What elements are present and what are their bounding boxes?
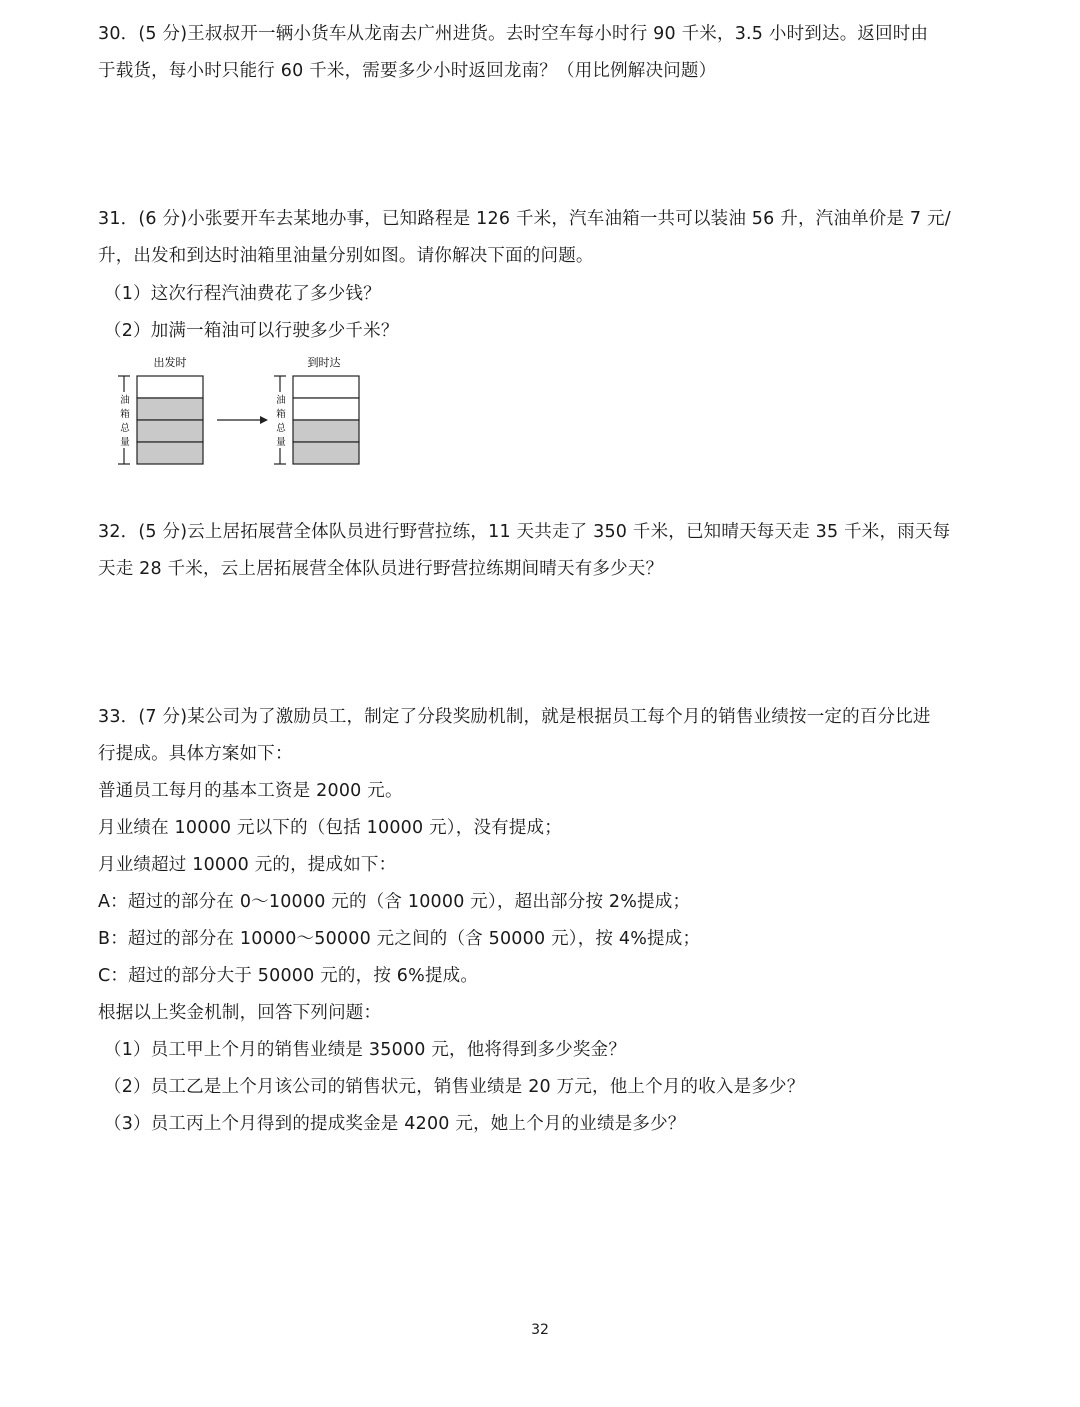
depart-tank-segment-3 [137, 420, 203, 442]
arrive-tank-segment-1 [293, 376, 359, 398]
q33-rule-b: B：超过的部分在 10000～50000 元之间的（含 50000 元），按 4%提成； [98, 929, 701, 949]
q31-sub-question-1: （1）这次行程汽油费花了多少钱？ [104, 284, 381, 304]
arrive-side-char-2: 箱 [276, 409, 286, 420]
arrive-tank-segment-3 [293, 420, 359, 442]
depart-tank [137, 376, 203, 464]
arrive-tank [293, 376, 359, 464]
q33-sub-question-1: （1）员工甲上个月的销售业绩是 35000 元，他将得到多少奖金？ [104, 1040, 627, 1060]
depart-side-char-3: 总 [120, 423, 130, 434]
q31-line-1: 31．(6 分)小张要开车去某地办事，已知路程是 126 千米，汽车油箱一共可以装油 56 升，汽油单价是 7 元/ [98, 209, 951, 229]
arrive-side-char-3: 总 [276, 423, 286, 434]
arrive-tank-segment-4 [293, 442, 359, 464]
q33-line-2: 行提成。具体方案如下： [98, 744, 293, 764]
depart-tank-segment-1 [137, 376, 203, 398]
label-depart: 出发时 [153, 356, 187, 369]
label-arrive: 到时达 [307, 356, 341, 369]
q33-line-1: 33．(7 分)某公司为了激励员工，制定了分段奖励机制，就是根据员工每个月的销售业绩按一定的百分比进 [98, 707, 931, 727]
arrow-head [260, 416, 268, 424]
q32-line-1: 32．(5 分)云上居拓展营全体队员进行野营拉练，11 天共走了 350 千米，已知晴天每天走 35 千米，雨天每 [98, 522, 951, 542]
q31-sub-question-2: （2）加满一箱油可以行驶多少千米？ [104, 321, 399, 341]
q33-sub-question-3: （3）员工丙上个月得到的提成奖金是 4200 元，她上个月的业绩是多少？ [104, 1114, 686, 1134]
depart-side-char-1: 油 [120, 395, 130, 406]
q33-rule-c: C：超过的部分大于 50000 元的，按 6%提成。 [98, 966, 479, 986]
fuel-tank-figure [110, 352, 370, 472]
q31-line-2: 升，出发和到达时油箱里油量分别如图。请你解决下面的问题。 [98, 246, 594, 266]
page-number: 32 [531, 1322, 549, 1338]
q33-line-4: 月业绩在 10000 元以下的（包括 10000 元），没有提成； [98, 818, 562, 838]
q33-sub-question-2: （2）员工乙是上个月该公司的销售状元，销售业绩是 20 万元，他上个月的收入是多少？ [104, 1077, 805, 1097]
arrive-tank-segment-2 [293, 398, 359, 420]
depart-side-char-2: 箱 [120, 409, 130, 420]
q33-line-3: 普通员工每月的基本工资是 2000 元。 [98, 781, 403, 801]
q30-line-1: 30．(5 分)王叔叔开一辆小货车从龙南去广州进货。去时空车每小时行 90 千米，3.5 小时到达。返回时由 [98, 24, 929, 44]
q33-line-9: 根据以上奖金机制，回答下列问题： [98, 1003, 382, 1023]
arrive-side-char-1: 油 [276, 395, 286, 406]
depart-tank-segment-4 [137, 442, 203, 464]
q30-line-2: 于载货，每小时只能行 60 千米，需要多少小时返回龙南？（用比例解决问题） [98, 61, 717, 81]
q32-line-2: 天走 28 千米，云上居拓展营全体队员进行野营拉练期间晴天有多少天？ [98, 559, 664, 579]
arrive-side-char-4: 量 [276, 437, 286, 448]
depart-side-char-4: 量 [120, 437, 130, 448]
q33-line-5: 月业绩超过 10000 元的，提成如下： [98, 855, 397, 875]
q33-rule-a: A：超过的部分在 0～10000 元的（含 10000 元），超出部分按 2%提成； [98, 892, 691, 912]
depart-tank-segment-2 [137, 398, 203, 420]
